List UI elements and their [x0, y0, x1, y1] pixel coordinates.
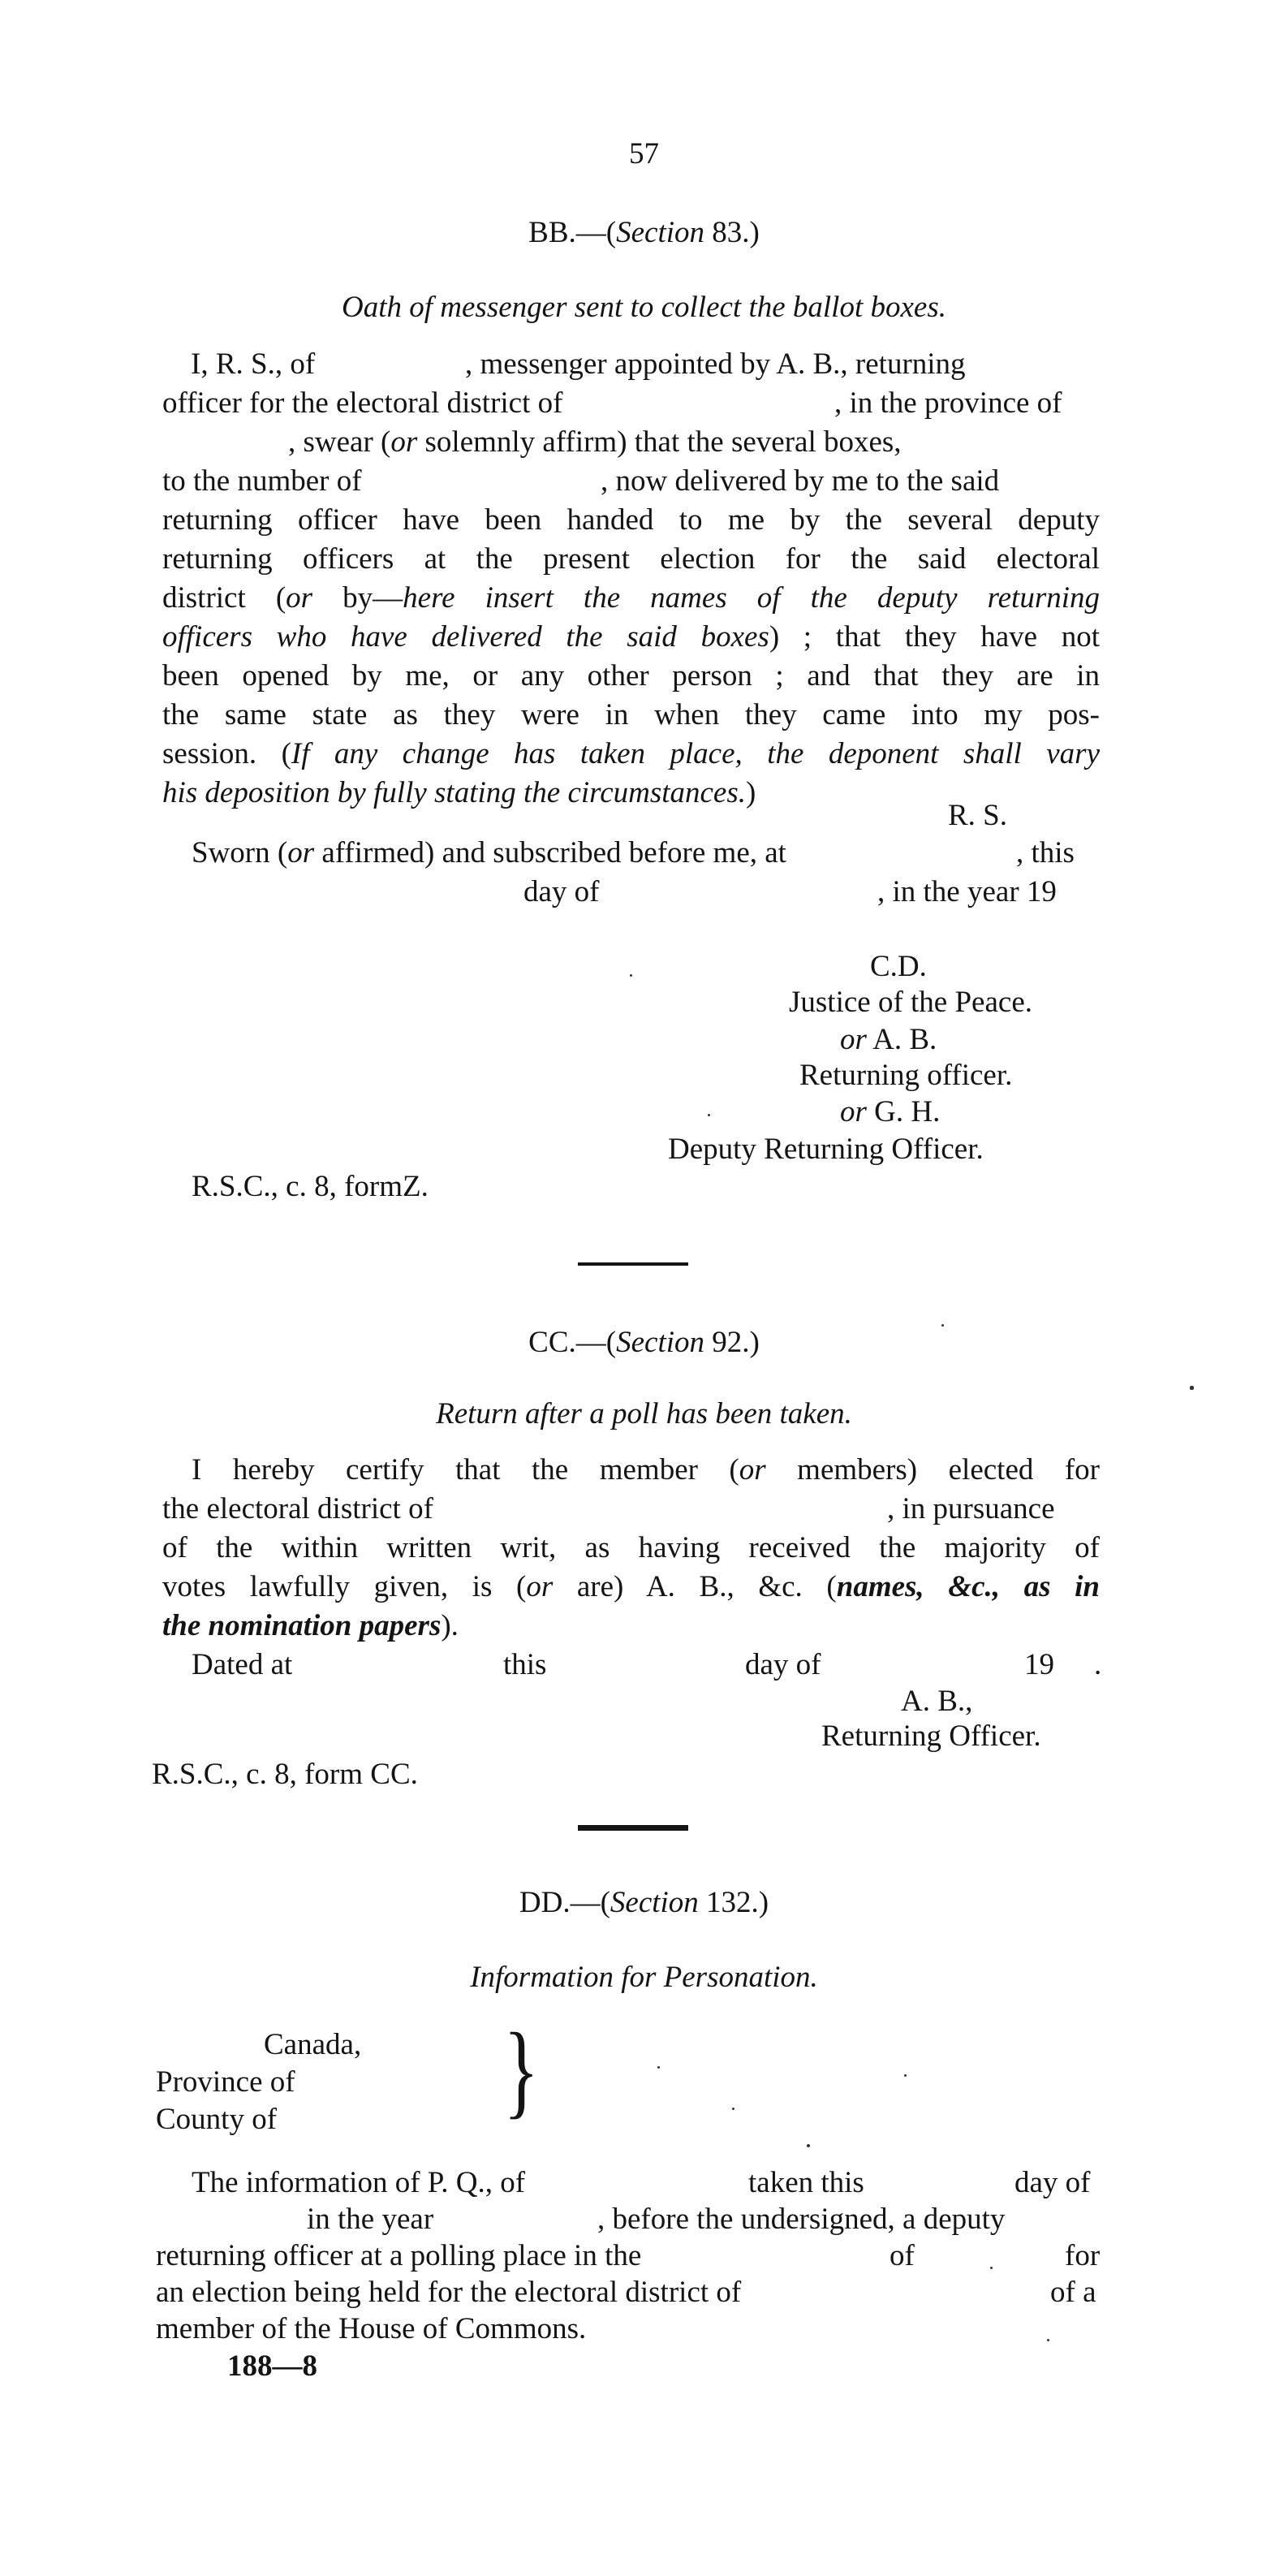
bb-line-11	[162, 735, 1100, 774]
dd-line-2a: in the year	[307, 2203, 434, 2236]
bb-line-9: been opened by me, or any other person ; and that they are in	[162, 659, 1100, 693]
cc-body	[162, 1451, 1100, 1646]
bb-line-2a: officer for the electoral district of	[162, 386, 563, 420]
dd-title: Information for Personation.	[470, 1961, 818, 1994]
bb-line-11-italic: If any change has taken place, the deponent shall vary	[291, 737, 1100, 770]
bb-sig-ro: Returning officer.	[799, 1059, 1013, 1092]
dd-canada: Canada,	[264, 2028, 362, 2061]
bb-line-3-text	[288, 423, 902, 462]
bb-sig-or-gh	[840, 1093, 940, 1132]
cc-heading	[0, 1323, 1288, 1362]
dd-province: Province of	[156, 2065, 295, 2099]
bb-line-12b: )	[746, 776, 756, 809]
cc-line-3: of the within written writ, as having received the majority of	[162, 1531, 1100, 1564]
bb-sig-or1: or	[840, 1023, 867, 1056]
cc-line-1a: I hereby certify that the member (	[192, 1453, 739, 1486]
bb-line-3b: solemnly affirm) that the several boxes,	[417, 425, 902, 459]
cc-line-1-or: or	[739, 1453, 766, 1486]
cc-line-4-or: or	[526, 1570, 554, 1603]
bb-day-of: day of	[523, 875, 600, 908]
cc-day-of: day of	[745, 1648, 821, 1681]
cc-line-2	[162, 1490, 1100, 1529]
cc-line-2b: , in pursuance	[887, 1492, 1055, 1525]
cc-line-2a: the electoral district of	[162, 1492, 433, 1525]
scan-speck	[807, 2144, 810, 2147]
bb-sig-or-ab	[840, 1020, 937, 1059]
cc-line-4-italic: names, &c., as in	[836, 1570, 1101, 1603]
bb-line-4a: to the number of	[162, 464, 362, 498]
bb-line-2	[162, 384, 1100, 423]
cc-this: this	[503, 1648, 547, 1681]
bb-line-8b: ) ; that they have not	[769, 620, 1100, 654]
bb-line-8	[162, 618, 1100, 657]
scan-speck	[941, 1324, 944, 1327]
bb-sig-dro: Deputy Returning Officer.	[668, 1133, 984, 1166]
cc-year: 19	[1024, 1648, 1054, 1681]
page-footer: 188—8	[227, 2349, 317, 2383]
bb-line-7-or: or	[286, 581, 313, 615]
cc-title: Return after a poll has been taken.	[436, 1397, 852, 1430]
dd-line-5: member of the House of Commons.	[156, 2312, 587, 2345]
cc-line-5b: ).	[441, 1609, 459, 1642]
scan-speck	[1047, 2339, 1049, 2341]
dd-county: County of	[156, 2103, 278, 2136]
bb-line-7a: district (	[162, 581, 286, 615]
bb-line-8-italic: officers who have delivered the said boxes	[162, 620, 769, 654]
bb-heading-section: Section	[616, 216, 704, 249]
dd-brace: }	[503, 2012, 540, 2129]
dd-line-3a: returning officer at a polling place in the	[156, 2239, 642, 2272]
dd-line-1b: taken this	[748, 2166, 864, 2199]
cc-line-1b: members) elected for	[765, 1453, 1101, 1486]
dd-heading-number: 132.)	[698, 1886, 769, 1919]
dd-heading-section: Section	[610, 1886, 699, 1919]
dd-line-3c: for	[1065, 2239, 1101, 2272]
cc-heading-section: Section	[616, 1326, 704, 1359]
bb-ref: R.S.C., c. 8, formZ.	[192, 1170, 429, 1203]
scan-speck	[708, 1114, 710, 1116]
bb-heading	[0, 214, 1288, 252]
scan-speck	[990, 2267, 993, 2269]
bb-title: Oath of messenger sent to collect the ballot boxes.	[342, 291, 946, 324]
dd-heading	[0, 1883, 1288, 1922]
bb-line-1	[162, 345, 1100, 384]
scan-speck	[1190, 1386, 1194, 1390]
bb-sig-or2: or	[840, 1095, 867, 1128]
dd-line-4a: an election being held for the electoral district of	[156, 2276, 742, 2309]
cc-sig-ro: Returning Officer.	[821, 1719, 1041, 1753]
bb-sworn-b: affirmed) and subscribed before me, at	[314, 836, 786, 869]
cc-line-4	[162, 1568, 1100, 1607]
bb-line-11a: session. (	[162, 737, 291, 770]
page-number: 57	[629, 137, 659, 170]
bb-line-12-italic: his deposition by fully stating the circumstances.	[162, 776, 747, 809]
cc-line-4b: are) A. B., &c. (	[553, 1570, 837, 1603]
bb-line-4	[162, 462, 1100, 501]
bb-line-4b: , now delivered by me to the said	[601, 464, 1000, 498]
dd-line-1c: day of	[1014, 2166, 1091, 2199]
section-rule-2	[578, 1825, 688, 1831]
bb-sig-jp: Justice of the Peace.	[789, 986, 1032, 1019]
cc-ref: R.S.C., c. 8, form CC.	[152, 1758, 418, 1791]
bb-heading-prefix: BB.—(	[528, 216, 617, 249]
cc-sig-ab: A. B.,	[901, 1685, 973, 1718]
cc-line-4a: votes lawfully given, is (	[162, 1570, 527, 1603]
bb-line-1a: I, R. S., of	[191, 347, 316, 381]
cc-heading-number: 92.)	[704, 1326, 760, 1359]
scan-speck	[657, 2066, 660, 2069]
cc-dot: .	[1094, 1648, 1102, 1681]
cc-dated-at: Dated at	[192, 1648, 293, 1681]
bb-sig-gh: G. H.	[866, 1095, 941, 1128]
cc-line-5-italic: the nomination papers	[162, 1609, 442, 1642]
dd-line-3b: of	[890, 2239, 915, 2272]
cc-line-5	[162, 1607, 1100, 1646]
dd-heading-prefix: DD.—(	[519, 1886, 610, 1919]
bb-sworn-or: or	[287, 836, 315, 869]
bb-sworn-line	[192, 834, 786, 873]
bb-line-7-italic: here insert the names of the deputy returning	[403, 581, 1100, 615]
bb-body	[162, 345, 1100, 813]
dd-line-4b: of a	[1050, 2276, 1096, 2309]
bb-heading-number: 83.)	[704, 216, 760, 249]
bb-line-1b: , messenger appointed by A. B., returning	[465, 347, 966, 381]
bb-signer: R. S.	[948, 799, 1008, 832]
dd-line-2b: , before the undersigned, a deputy	[597, 2203, 1006, 2236]
scan-speck	[630, 974, 632, 977]
section-rule-1	[578, 1262, 688, 1266]
bb-line-7b: by—	[312, 581, 403, 615]
bb-sig-cd: C.D.	[870, 950, 927, 983]
cc-heading-prefix: CC.—(	[528, 1326, 617, 1359]
dd-line-1a: The information of P. Q., of	[192, 2166, 526, 2199]
bb-sig-ab: A. B.	[866, 1023, 937, 1056]
bb-line-5: returning officer have been handed to me by the several deputy	[162, 503, 1100, 537]
scan-speck	[732, 2108, 734, 2110]
bb-sworn-this: , this	[1016, 836, 1075, 869]
bb-sworn-a: Sworn (	[192, 836, 288, 869]
bb-line-3	[162, 423, 1100, 462]
cc-line-1	[162, 1451, 1100, 1490]
bb-line-3a: , swear (	[288, 425, 391, 459]
bb-line-3-or: or	[390, 425, 418, 459]
bb-line-2b: , in the province of	[834, 386, 1062, 420]
bb-in-year: , in the year 19	[877, 875, 1057, 908]
bb-line-10: the same state as they were in when they came into my pos-	[162, 698, 1100, 731]
bb-line-7	[162, 579, 1100, 618]
scan-speck	[904, 2074, 907, 2077]
bb-line-6: returning officers at the present election for the said electoral	[162, 542, 1100, 576]
